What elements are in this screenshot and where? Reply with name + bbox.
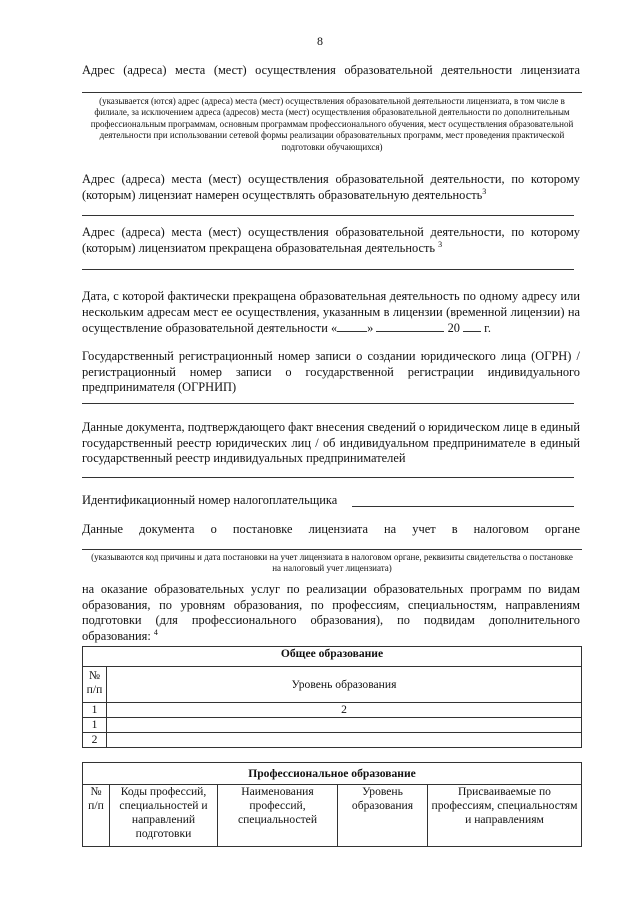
col-qualification-header: Присваиваемые по профессиям, специальностям и направлениям [428, 785, 582, 847]
termination-date-text: Дата, с которой фактически прекращена образовательная деятельность по одному адресу или нескольким адресам мест ее осуществления, указанным в лицензии (временной лицензии) на осуществление образовательной деятельности « [82, 289, 580, 336]
footnote-ref: 3 [482, 186, 487, 196]
professional-education-title: Профессиональное образование [83, 763, 582, 785]
inn-label: Идентификационный номер налогоплательщика [82, 493, 338, 507]
row-number: 1 [83, 718, 107, 733]
col-number-header: № п/п [83, 667, 107, 703]
footnote-ref: 4 [153, 627, 158, 637]
footnote-ref: 3 [438, 239, 443, 249]
registry-document-label: Данные документа, подтверждающего факт внесения сведений о юридическом лице в единый государственный реестр юридических лиц / об индивидуальном предпринимателе в единый государственный реестр индивидуальных предпринимателей [82, 420, 580, 466]
col-level-header: Уровень образования [107, 667, 582, 703]
ogrn-label: Государственный регистрационный номер записи о создании юридического лица (ОГРН) / регистрационный номер записи о государственной регистрации индивидуального предпринимателя (ОГРНИП) [82, 349, 580, 395]
page-number: 8 [317, 34, 323, 48]
tax-registration-note: (указываются код причины и дата постановки на учет лицензиата в налоговом органе, реквизиты свидетельства о постановке на налоговый учет лицензиата) [91, 552, 573, 574]
terminated-address-text: Адрес (адреса) места (мест) осуществления образовательной деятельности, по которому (которым) лицензиатом прекращена образовательная деятельность [82, 225, 580, 255]
inn-field[interactable] [352, 506, 574, 507]
licensee-address-note: (указывается (ются) адрес (адреса) места (мест) осуществления образовательной деятельности лицензиата, в том числе в филиале, за исключением адреса (адресов) места (мест) осуществления образовательной деятельности по дополнительным профессиональным программам, основным программам профессионального обучения, мест осуществления образовательной деятельности при использовании сетевой формы реализации образовательных программ, мест проведения практической подготовки обучающихся) [90, 96, 574, 152]
year-prefix: 20 [447, 321, 460, 336]
month-field[interactable] [376, 320, 444, 332]
quote-close: » [367, 321, 374, 336]
fill-line[interactable] [82, 215, 574, 216]
index-cell: 1 [83, 703, 107, 718]
year-field[interactable] [463, 320, 481, 332]
educational-services-text [82, 582, 580, 644]
professional-education-table [82, 762, 582, 847]
general-education-title: Общее образование [83, 647, 582, 667]
col-number-header: № п/п [83, 785, 110, 847]
general-education-table [82, 646, 582, 748]
terminated-address-label [82, 225, 580, 256]
col-codes-header: Коды профессий, специальностей и направлений подготовки [110, 785, 218, 847]
col-names-header: Наименования профессий, специальностей [218, 785, 338, 847]
level-cell[interactable] [107, 733, 582, 748]
index-cell: 2 [107, 703, 582, 718]
fill-line[interactable] [82, 403, 574, 404]
licensee-address-label: Адрес (адреса) места (мест) осуществления образовательной деятельности лицензиата [82, 63, 580, 77]
tax-registration-label: Данные документа о постановке лицензиата на учет в налоговом органе [82, 522, 580, 536]
col-level-header: Уровень образования [338, 785, 428, 847]
day-field[interactable] [337, 320, 367, 332]
planned-address-label [82, 172, 580, 203]
educational-services-body: на оказание образовательных услуг по реализации образовательных программ по видам образования, по уровням образования, по профессиям, специальностям, направлениям подготовки (для профессионального образования), по подвидам дополнительного образования: [82, 582, 580, 643]
year-suffix: г. [484, 321, 491, 336]
fill-line[interactable] [82, 477, 574, 478]
termination-date-label [82, 289, 580, 337]
fill-line[interactable] [82, 269, 574, 270]
planned-address-text: Адрес (адреса) места (мест) осуществления образовательной деятельности, по которому (которым) лицензиат намерен осуществлять образовательную деятельность [82, 172, 580, 202]
fill-line[interactable] [82, 549, 582, 550]
level-cell[interactable] [107, 718, 582, 733]
fill-line[interactable] [82, 92, 582, 93]
row-number: 2 [83, 733, 107, 748]
